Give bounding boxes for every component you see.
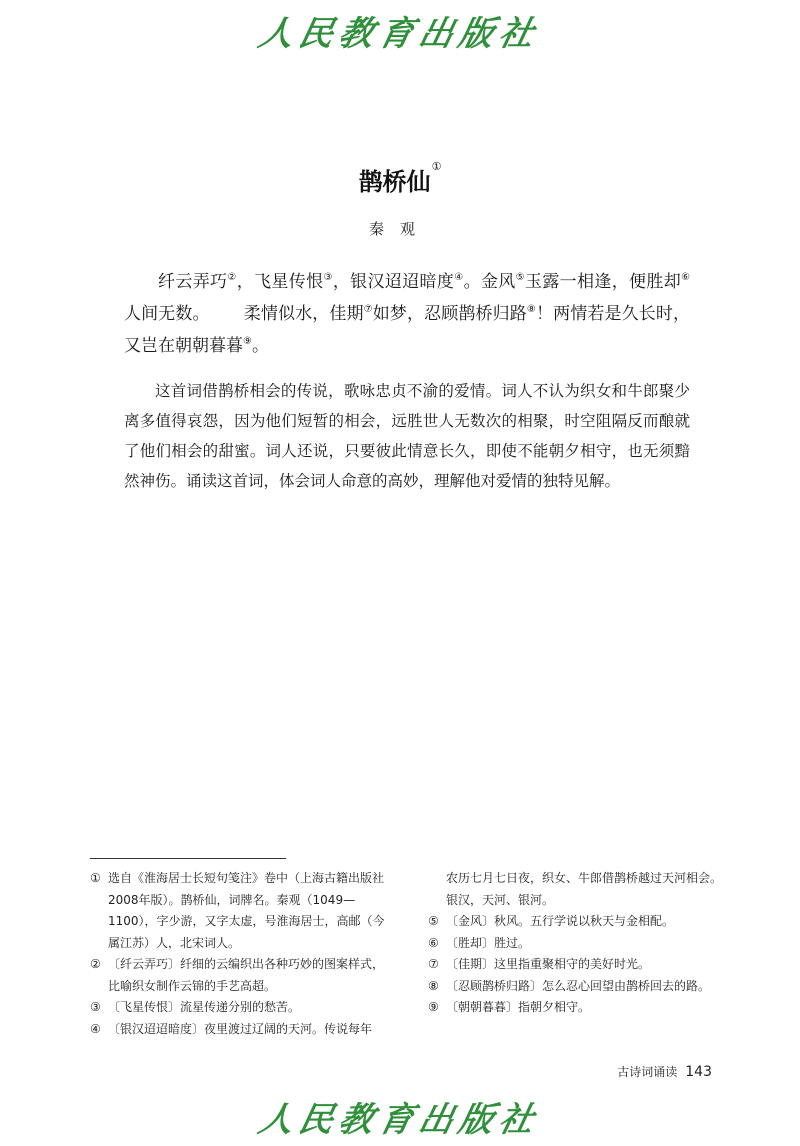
footnote-item: [90, 1019, 390, 1041]
poem-paragraph: [124, 266, 690, 362]
poem-text: 纤云弄巧: [158, 272, 228, 292]
footnote-text: 〔佳期〕这里指重聚相守的美好时光。: [446, 957, 651, 971]
footnote-text: 〔银汉迢迢暗度〕夜里渡过辽阔的天河。传说每年: [108, 1021, 373, 1036]
poem-author: 秦观: [368, 220, 431, 238]
footnote-item: [428, 868, 728, 911]
footnote-marker: ⑥: [681, 272, 691, 283]
poem-text: 如梦，忍顾鹊桥归路: [372, 304, 527, 324]
footnote-number: ⑦: [428, 957, 439, 971]
footnote-item: [90, 997, 390, 1019]
footnotes-left-column: [90, 868, 390, 1040]
footnote-item: [428, 933, 728, 955]
page-footer: [617, 1063, 712, 1080]
poem-text: ，飞星传恨: [236, 272, 324, 292]
footnote-number: ⑥: [428, 935, 439, 950]
footnote-marker: ④: [454, 272, 464, 283]
reading-guide-paragraph: 这首词借鹊桥相会的传说，歌咏忠贞不渝的爱情。词人不认为织女和牛郎聚少离多值得哀怨，因为他们短暂的相会，远胜世人无数次的相聚，时空阻隔反而酿就了他们相会的甜蜜。词人还说，只要彼此情意长久，即使不能朝夕相守，也无须黯然神伤。诵读这首词，体会词人命意的高妙，理解他对爱情的独特见解。: [124, 382, 690, 490]
poem-text: 。金风: [463, 272, 516, 292]
footnote-marker: ②: [227, 272, 237, 283]
publisher-logo-text: 人民教育出版社: [255, 1099, 544, 1140]
poem-title-text: 鹊桥仙: [358, 168, 431, 196]
footnote-divider: [90, 858, 286, 859]
footer-section-title: 古诗词诵读: [617, 1065, 678, 1079]
title-footnote-marker: ①: [431, 160, 442, 173]
footnote-item: [90, 868, 390, 954]
footnote-number: ②: [90, 957, 101, 971]
footnote-number: ⑤: [428, 914, 439, 928]
footnote-text: 〔飞星传恨〕流星传递分别的愁苦。: [108, 1000, 301, 1014]
footnote-marker: ⑨: [243, 336, 252, 347]
footnote-item: [428, 911, 728, 933]
footnote-item: [90, 954, 390, 997]
publisher-logo-text: 人民教育出版社: [255, 13, 544, 54]
footnote-number: ⑨: [428, 1000, 439, 1014]
poem-text: 人间无数。: [124, 304, 210, 324]
footnote-text: 〔忍顾鹊桥归路〕怎么忍心回望由鹊桥回去的路。: [446, 978, 711, 993]
footnote-number: ③: [90, 1000, 101, 1014]
reading-guide: [124, 376, 690, 496]
page-number: 143: [685, 1064, 712, 1080]
footnote-number: ⑧: [428, 978, 439, 993]
poem-text: ，银汉迢迢暗度: [332, 272, 455, 292]
footnote-number: ④: [90, 1021, 101, 1036]
footnote-text: 农历七月七日夜，织女、牛郎借鹊桥越过天河相会。银汉，天河、银河。: [446, 871, 723, 907]
footnote-item: [428, 976, 728, 998]
publisher-logo-top: [0, 0, 800, 60]
footnote-text: 〔朝朝暮暮〕指朝夕相守。: [446, 1000, 591, 1014]
footnote-text: 选自《淮海居士长短句笺注》卷中（上海古籍出版社2008年版）。鹊桥仙，词牌名。秦观（1049—1100），字少游，又字太虚，号淮海居士，高邮（今属江苏）人，北宋词人。: [108, 871, 385, 950]
poem-text: 。: [251, 336, 269, 356]
footnote-text: 〔金风〕秋风。五行学说以秋天与金相配。: [446, 914, 675, 928]
footnote-item: [428, 997, 728, 1019]
poem-body: [124, 266, 690, 362]
footnote-marker: ③: [323, 272, 333, 283]
footnote-marker: ⑦: [363, 304, 373, 315]
footnotes-right-column: [428, 868, 728, 1019]
footnote-number: ①: [90, 871, 101, 885]
poem-text: 玉露一相逢，便胜却: [524, 272, 682, 292]
footnote-text: 〔纤云弄巧〕纤细的云编织出各种巧妙的图案样式，比喻织女制作云锦的手艺高超。: [108, 957, 385, 993]
footnote-marker: ⑤: [515, 272, 525, 283]
poem-title: [0, 162, 800, 197]
footnote-marker: ⑧: [526, 304, 536, 315]
footnote-text: 〔胜却〕胜过。: [446, 935, 531, 950]
poem-text: 柔情似水，佳期: [243, 304, 364, 324]
poem-text: ！两情若是久长时，又岂在朝朝暮暮: [124, 304, 691, 356]
publisher-logo-bottom: [0, 1086, 800, 1146]
footnote-item: [428, 954, 728, 976]
